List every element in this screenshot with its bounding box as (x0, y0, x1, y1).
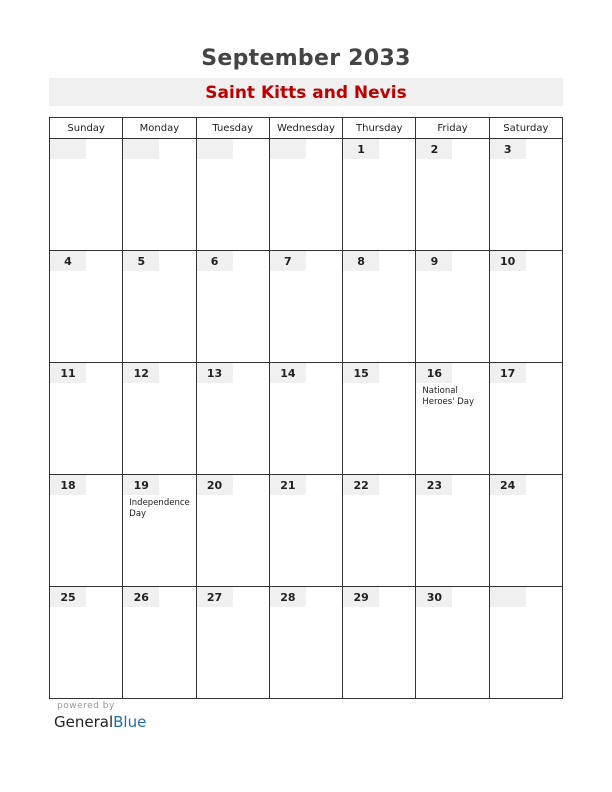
day-cell-content (270, 475, 342, 586)
day-cell-content (197, 139, 269, 250)
holiday-label: Independence Day (129, 498, 190, 519)
day-cell[interactable] (50, 475, 123, 587)
day-number: 3 (490, 139, 526, 159)
day-number: 23 (416, 475, 452, 495)
generalblue-logo[interactable] (54, 713, 146, 731)
day-number: 27 (197, 587, 233, 607)
week-row (50, 139, 563, 251)
country-banner (49, 78, 563, 106)
day-cell[interactable] (269, 475, 342, 587)
day-number: 24 (490, 475, 526, 495)
day-cell[interactable] (489, 139, 562, 251)
weekday-tuesday: Tuesday (196, 118, 269, 139)
day-cell-content (197, 475, 269, 586)
day-cell[interactable] (489, 363, 562, 475)
day-cell-content (416, 139, 488, 250)
weekday-saturday: Saturday (489, 118, 562, 139)
day-cell[interactable] (50, 251, 123, 363)
day-cell[interactable] (269, 363, 342, 475)
day-cell-content (123, 475, 195, 586)
day-cell-content (50, 139, 122, 250)
week-row (50, 363, 563, 475)
day-cell[interactable] (123, 475, 196, 587)
day-number: 1 (343, 139, 379, 159)
day-cell-content (50, 251, 122, 362)
powered-by-label: powered by (57, 701, 115, 711)
day-number: 21 (270, 475, 306, 495)
day-number: 30 (416, 587, 452, 607)
day-number: 9 (416, 251, 452, 271)
day-cell[interactable] (343, 587, 416, 699)
day-cell-content (490, 363, 562, 474)
day-cell[interactable] (123, 363, 196, 475)
day-cell[interactable] (123, 139, 196, 251)
day-number: 5 (123, 251, 159, 271)
day-cell[interactable] (416, 139, 489, 251)
day-cell-content (490, 251, 562, 362)
day-cell[interactable] (343, 475, 416, 587)
day-number (197, 139, 233, 159)
day-cell[interactable] (269, 587, 342, 699)
day-cell-content (343, 251, 415, 362)
day-cell[interactable] (416, 363, 489, 475)
day-cell-content (197, 363, 269, 474)
day-cell-content (197, 587, 269, 698)
day-number: 19 (123, 475, 159, 495)
weekday-friday: Friday (416, 118, 489, 139)
weekday-sunday: Sunday (50, 118, 123, 139)
day-cell[interactable] (343, 251, 416, 363)
weekday-wednesday: Wednesday (269, 118, 342, 139)
day-cell-content (490, 587, 562, 698)
day-cell-content (123, 363, 195, 474)
day-cell-content (270, 363, 342, 474)
day-cell-content (197, 251, 269, 362)
country-name: Saint Kitts and Nevis (205, 83, 407, 103)
day-number: 2 (416, 139, 452, 159)
day-cell-content (490, 475, 562, 586)
day-number: 14 (270, 363, 306, 383)
day-cell-content (343, 475, 415, 586)
day-cell[interactable] (489, 251, 562, 363)
weekday-thursday: Thursday (343, 118, 416, 139)
day-cell-content (416, 587, 488, 698)
brand-blue: Blue (113, 713, 147, 731)
day-cell-content (416, 363, 488, 474)
day-cell-content (416, 475, 488, 586)
day-number: 10 (490, 251, 526, 271)
day-number: 7 (270, 251, 306, 271)
day-cell[interactable] (416, 251, 489, 363)
day-cell-content (343, 363, 415, 474)
week-row (50, 251, 563, 363)
day-cell-content (123, 587, 195, 698)
day-cell[interactable] (50, 587, 123, 699)
day-number: 20 (197, 475, 233, 495)
day-cell-content (50, 363, 122, 474)
day-number: 11 (50, 363, 86, 383)
day-number (123, 139, 159, 159)
weekday-header-row (50, 118, 563, 139)
day-cell-content (416, 251, 488, 362)
day-number: 4 (50, 251, 86, 271)
day-number (270, 139, 306, 159)
day-cell-content (270, 251, 342, 362)
day-cell[interactable] (489, 475, 562, 587)
day-cell-content (123, 139, 195, 250)
day-cell-content (50, 587, 122, 698)
week-row (50, 475, 563, 587)
day-number: 28 (270, 587, 306, 607)
day-cell[interactable] (343, 139, 416, 251)
day-number: 29 (343, 587, 379, 607)
day-cell[interactable] (50, 139, 123, 251)
day-cell-content (123, 251, 195, 362)
day-cell-content (270, 587, 342, 698)
day-cell[interactable] (196, 587, 269, 699)
day-number: 6 (197, 251, 233, 271)
day-number: 17 (490, 363, 526, 383)
calendar-grid (49, 117, 563, 699)
day-cell[interactable] (196, 475, 269, 587)
day-number: 15 (343, 363, 379, 383)
day-cell[interactable] (196, 363, 269, 475)
day-cell[interactable] (196, 139, 269, 251)
day-number: 13 (197, 363, 233, 383)
day-cell[interactable] (269, 251, 342, 363)
day-number: 26 (123, 587, 159, 607)
day-cell[interactable] (416, 587, 489, 699)
day-cell[interactable] (196, 251, 269, 363)
day-cell-content (270, 139, 342, 250)
day-cell-content (343, 587, 415, 698)
day-cell-content (50, 475, 122, 586)
weekday-monday: Monday (123, 118, 196, 139)
day-cell[interactable] (489, 587, 562, 699)
day-cell[interactable] (123, 251, 196, 363)
day-cell[interactable] (123, 587, 196, 699)
day-number (50, 139, 86, 159)
day-cell[interactable] (50, 363, 123, 475)
day-number: 25 (50, 587, 86, 607)
day-number (490, 587, 526, 607)
week-row (50, 587, 563, 699)
holiday-label: National Heroes' Day (422, 386, 475, 407)
page-title: September 2033 (201, 46, 411, 71)
day-cell[interactable] (416, 475, 489, 587)
day-number: 12 (123, 363, 159, 383)
day-number: 22 (343, 475, 379, 495)
day-cell-content (490, 139, 562, 250)
brand-general: General (54, 713, 114, 731)
day-cell-content (343, 139, 415, 250)
day-cell[interactable] (343, 363, 416, 475)
day-number: 16 (416, 363, 452, 383)
day-number: 18 (50, 475, 86, 495)
day-number: 8 (343, 251, 379, 271)
day-cell[interactable] (269, 139, 342, 251)
